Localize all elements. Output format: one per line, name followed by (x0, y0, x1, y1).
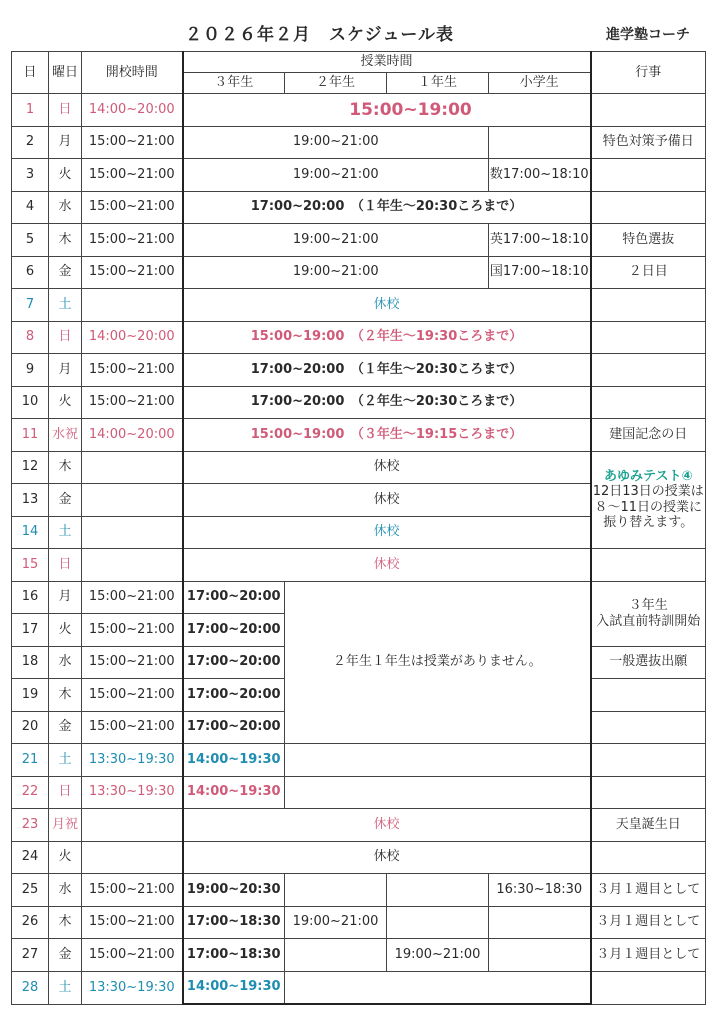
closed-cell: 休校 (183, 484, 591, 517)
weekday-cell: 火 (49, 159, 82, 192)
col-header-class: 授業時間 (183, 52, 591, 73)
closed-cell: 休校 (183, 516, 591, 549)
event-text: 入試直前特訓開始 (596, 613, 701, 629)
open-hours-cell: 15:00~21:00 (82, 679, 183, 712)
event-cell (591, 289, 706, 322)
weekday-cell: 金 (49, 711, 82, 744)
weekday-cell: 水 (49, 874, 82, 907)
table-row (12, 451, 706, 484)
elementary-cell: 国17:00~18:10 (489, 256, 591, 289)
elementary-cell (489, 126, 591, 159)
event-cell (591, 321, 706, 354)
col-header-g3: ３年生 (183, 73, 285, 94)
open-hours-cell: 15:00~21:00 (82, 581, 183, 614)
open-hours-cell: 15:00~21:00 (82, 126, 183, 159)
open-hours-cell (82, 484, 183, 517)
day-cell: 3 (12, 159, 49, 192)
open-hours-cell: 15:00~21:00 (82, 939, 183, 972)
day-cell: 28 (12, 971, 49, 1004)
weekday-cell: 木 (49, 224, 82, 257)
test-note-cell (591, 451, 706, 549)
table-row (12, 581, 706, 614)
weekday-cell: 水 (49, 646, 82, 679)
grade3-hours-cell: 17:00~18:30 (183, 906, 285, 939)
header-row (12, 52, 706, 73)
day-cell: 11 (12, 419, 49, 452)
open-hours-cell: 15:00~21:00 (82, 191, 183, 224)
grade3-hours-cell: 17:00~20:00 (183, 614, 285, 647)
open-hours-cell: 15:00~21:00 (82, 224, 183, 257)
table-row (12, 126, 706, 159)
event-cell (591, 711, 706, 744)
open-hours-cell: 13:30~19:30 (82, 776, 183, 809)
grade3-hours-cell: 17:00~20:00 (183, 581, 285, 614)
event-cell (591, 679, 706, 712)
weekday-cell: 金 (49, 939, 82, 972)
day-cell: 7 (12, 289, 49, 322)
table-row (12, 906, 706, 939)
day-cell: 27 (12, 939, 49, 972)
weekday-cell: 火 (49, 386, 82, 419)
other-grades-cell (285, 971, 591, 1004)
weekday-cell: 木 (49, 906, 82, 939)
open-hours-cell: 15:00~21:00 (82, 614, 183, 647)
grade2-hours-cell (285, 874, 387, 907)
day-cell: 16 (12, 581, 49, 614)
event-cell (591, 744, 706, 777)
weekday-cell: 日 (49, 549, 82, 582)
day-cell: 18 (12, 646, 49, 679)
open-hours-cell: 15:00~21:00 (82, 646, 183, 679)
event-cell: ３月１週目として (591, 939, 706, 972)
grade1-hours-cell (387, 906, 489, 939)
grade1-hours-cell (387, 874, 489, 907)
event-cell (591, 159, 706, 192)
weekday-cell: 土 (49, 971, 82, 1004)
open-hours-cell (82, 549, 183, 582)
open-hours-cell: 14:00~20:00 (82, 419, 183, 452)
weekday-cell: 日 (49, 321, 82, 354)
closed-cell: 休校 (183, 451, 591, 484)
open-hours-cell: 13:30~19:30 (82, 971, 183, 1004)
test-note-line: 12日13日の授業は (592, 484, 704, 500)
open-hours-cell (82, 451, 183, 484)
class-hours-cell: 19:00~21:00 (183, 126, 489, 159)
class-hours-cell: 19:00~21:00 (183, 256, 489, 289)
table-row (12, 191, 706, 224)
open-hours-cell: 14:00~20:00 (82, 94, 183, 127)
col-header-day: 日 (12, 52, 49, 94)
event-cell (591, 386, 706, 419)
grade3-hours-cell: 17:00~20:00 (183, 711, 285, 744)
elementary-cell (489, 939, 591, 972)
event-cell: ２日目 (591, 256, 706, 289)
grade2-hours-cell: 19:00~21:00 (285, 906, 387, 939)
event-cell: ３月１週目として (591, 874, 706, 907)
day-cell: 9 (12, 354, 49, 387)
other-grades-cell (285, 744, 591, 777)
grade3-hours-cell: 19:00~20:30 (183, 874, 285, 907)
weekday-cell: 土 (49, 744, 82, 777)
grade2-hours-cell (285, 939, 387, 972)
col-header-event: 行事 (591, 52, 706, 94)
table-row (12, 549, 706, 582)
event-cell: 天皇誕生日 (591, 809, 706, 842)
event-cell (591, 549, 706, 582)
open-hours-cell: 15:00~21:00 (82, 354, 183, 387)
test-note-line: 振り替えます。 (603, 515, 694, 531)
table-row (12, 874, 706, 907)
grade3-hours-cell: 17:00~20:00 (183, 679, 285, 712)
table-row (12, 321, 706, 354)
table-row (12, 809, 706, 842)
weekday-cell: 土 (49, 516, 82, 549)
table-row (12, 744, 706, 777)
event-cell: 建国記念の日 (591, 419, 706, 452)
class-hours-text: 15:00~19:00 (349, 99, 472, 120)
day-cell: 22 (12, 776, 49, 809)
day-cell: 2 (12, 126, 49, 159)
weekday-cell: 火 (49, 614, 82, 647)
day-cell: 8 (12, 321, 49, 354)
day-cell: 23 (12, 809, 49, 842)
weekday-cell: 火 (49, 841, 82, 874)
open-hours-cell: 14:00~20:00 (82, 321, 183, 354)
day-cell: 4 (12, 191, 49, 224)
day-cell: 25 (12, 874, 49, 907)
elementary-cell: 英17:00~18:10 (489, 224, 591, 257)
day-cell: 21 (12, 744, 49, 777)
weekday-cell: 日 (49, 94, 82, 127)
event-cell (591, 94, 706, 127)
weekday-cell: 木 (49, 679, 82, 712)
no-class-note-cell: ２年生１年生は授業がありません。 (285, 581, 591, 744)
weekday-cell: 金 (49, 484, 82, 517)
class-hours-cell (183, 94, 591, 127)
event-cell: 一般選抜出願 (591, 646, 706, 679)
day-cell: 26 (12, 906, 49, 939)
schedule-table (11, 51, 706, 1005)
day-cell: 17 (12, 614, 49, 647)
open-hours-cell: 15:00~21:00 (82, 711, 183, 744)
class-hours-cell: 15:00~19:00 （２年生～19:30ころまで） (183, 321, 591, 354)
event-cell: 特色選抜 (591, 224, 706, 257)
day-cell: 20 (12, 711, 49, 744)
table-row (12, 224, 706, 257)
elementary-cell (489, 906, 591, 939)
day-cell: 15 (12, 549, 49, 582)
grade3-hours-cell: 14:00~19:30 (183, 776, 285, 809)
weekday-cell: 月 (49, 354, 82, 387)
table-row (12, 354, 706, 387)
closed-cell: 休校 (183, 289, 591, 322)
class-hours-cell: 19:00~21:00 (183, 224, 489, 257)
open-hours-cell: 15:00~21:00 (82, 159, 183, 192)
other-grades-cell (285, 776, 591, 809)
closed-cell: 休校 (183, 549, 591, 582)
class-hours-cell: 17:00~20:00 （１年生～20:30ころまで） (183, 191, 591, 224)
table-row (12, 289, 706, 322)
grade1-hours-cell: 19:00~21:00 (387, 939, 489, 972)
test-note-title: あゆみテスト④ (604, 468, 693, 484)
page-title: ２０２６年２月 スケジュール表 (185, 25, 454, 45)
event-cell (591, 191, 706, 224)
event-text: ３年生 (628, 597, 668, 613)
event-cell (591, 354, 706, 387)
weekday-cell: 金 (49, 256, 82, 289)
col-header-g1: １年生 (387, 73, 489, 94)
event-cell: ３月１週目として (591, 906, 706, 939)
event-cell (591, 776, 706, 809)
col-header-g2: ２年生 (285, 73, 387, 94)
table-row (12, 419, 706, 452)
weekday-cell: 水祝 (49, 419, 82, 452)
day-cell: 10 (12, 386, 49, 419)
class-hours-cell: 17:00~20:00 （２年生～20:30ころまで） (183, 386, 591, 419)
col-header-weekday: 曜日 (49, 52, 82, 94)
table-row (12, 94, 706, 127)
weekday-cell: 水 (49, 191, 82, 224)
weekday-cell: 月 (49, 126, 82, 159)
class-hours-cell: 19:00~21:00 (183, 159, 489, 192)
day-cell: 5 (12, 224, 49, 257)
grade3-hours-cell: 14:00~19:30 (183, 744, 285, 777)
open-hours-cell: 13:30~19:30 (82, 744, 183, 777)
elementary-cell: 16:30~18:30 (489, 874, 591, 907)
event-cell (591, 971, 706, 1004)
event-cell (591, 841, 706, 874)
day-cell: 13 (12, 484, 49, 517)
day-cell: 1 (12, 94, 49, 127)
open-hours-cell (82, 516, 183, 549)
test-note-line: ８～11日の授業に (594, 499, 703, 515)
table-row (12, 939, 706, 972)
open-hours-cell (82, 289, 183, 322)
table-row (12, 256, 706, 289)
event-cell: 特色対策予備日 (591, 126, 706, 159)
open-hours-cell (82, 841, 183, 874)
day-cell: 6 (12, 256, 49, 289)
open-hours-cell: 15:00~21:00 (82, 874, 183, 907)
weekday-cell: 月 (49, 581, 82, 614)
day-cell: 12 (12, 451, 49, 484)
organization-name: 進学塾コーチ (606, 27, 690, 43)
table-row (12, 841, 706, 874)
weekday-cell: 木 (49, 451, 82, 484)
col-header-elem: 小学生 (489, 73, 591, 94)
table-row (12, 776, 706, 809)
weekday-cell: 月祝 (49, 809, 82, 842)
open-hours-cell (82, 809, 183, 842)
day-cell: 19 (12, 679, 49, 712)
class-hours-cell: 15:00~19:00 （３年生～19:15ころまで） (183, 419, 591, 452)
grade3-hours-cell: 17:00~18:30 (183, 939, 285, 972)
open-hours-cell: 15:00~21:00 (82, 256, 183, 289)
grade3-hours-cell: 14:00~19:30 (183, 971, 285, 1004)
day-cell: 14 (12, 516, 49, 549)
closed-cell: 休校 (183, 809, 591, 842)
open-hours-cell: 15:00~21:00 (82, 386, 183, 419)
grade3-hours-cell: 17:00~20:00 (183, 646, 285, 679)
col-header-open: 開校時間 (82, 52, 183, 94)
weekday-cell: 日 (49, 776, 82, 809)
elementary-cell: 数17:00~18:10 (489, 159, 591, 192)
day-cell: 24 (12, 841, 49, 874)
weekday-cell: 土 (49, 289, 82, 322)
open-hours-cell: 15:00~21:00 (82, 906, 183, 939)
class-hours-cell: 17:00~20:00 （１年生～20:30ころまで） (183, 354, 591, 387)
closed-cell: 休校 (183, 841, 591, 874)
event-cell (591, 581, 706, 646)
table-row (12, 971, 706, 1004)
table-row (12, 159, 706, 192)
table-row (12, 386, 706, 419)
